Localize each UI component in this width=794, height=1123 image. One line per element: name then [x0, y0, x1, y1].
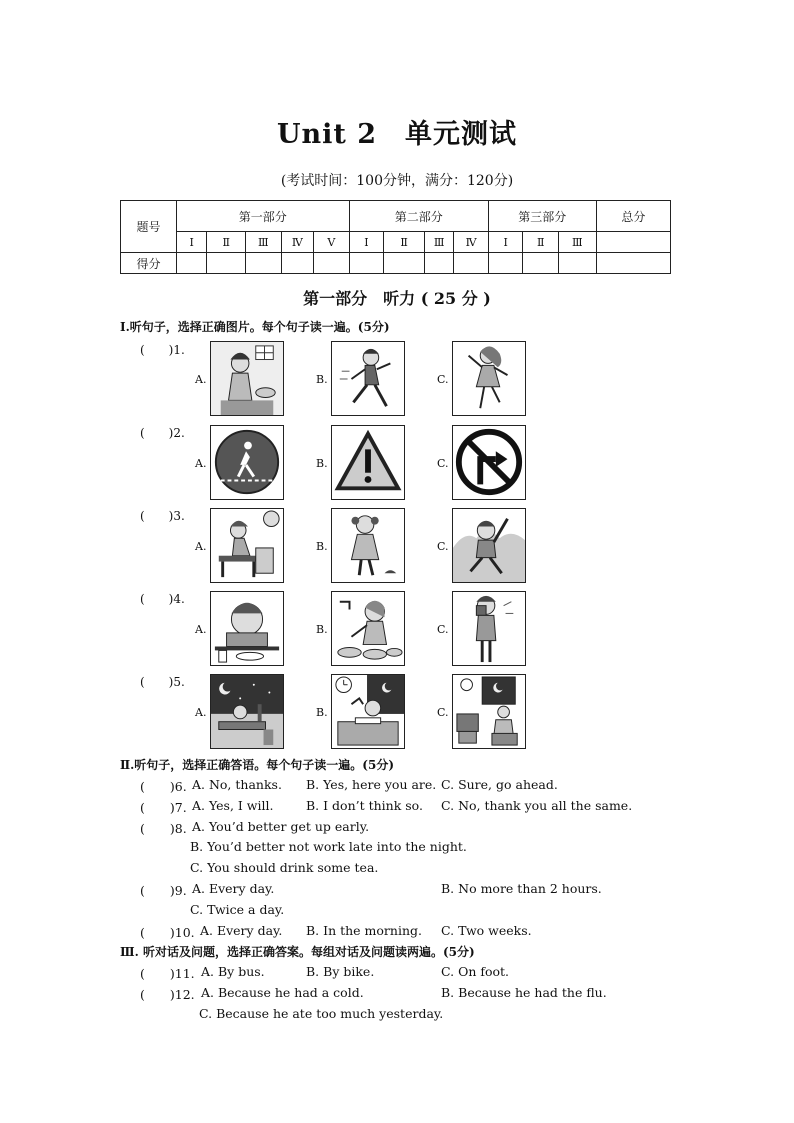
girl-brushing-teeth-picture[interactable] — [210, 341, 284, 416]
part1-header: 第一部分 — [176, 201, 349, 232]
p1-col-2: Ⅱ — [207, 232, 246, 253]
exam-info: (考试时间：100分钟，满分：120分) — [280, 173, 514, 189]
no-right-turn-sign-icon — [453, 426, 525, 499]
boy-eating-icon — [211, 592, 283, 665]
man-working-late-icon — [332, 675, 404, 748]
question-number: ( )12. — [140, 987, 195, 1002]
girl-dancing-picture[interactable] — [452, 341, 526, 416]
score-cell[interactable] — [596, 253, 670, 274]
score-cell[interactable] — [349, 253, 384, 274]
option-a[interactable]: A. Yes, I will. — [192, 798, 274, 813]
question-number-label: 题号 — [121, 201, 177, 253]
score-cell[interactable] — [246, 253, 282, 274]
option-b-label: B. — [316, 457, 328, 470]
p2-col-3: Ⅲ — [424, 232, 453, 253]
option-b[interactable]: B. No more than 2 hours. — [441, 881, 602, 896]
boy-eating-picture[interactable] — [210, 591, 284, 666]
option-b-label: B. — [316, 540, 328, 553]
question-number: ( )4. — [140, 592, 185, 606]
score-cell[interactable] — [384, 253, 425, 274]
p2-col-1: Ⅰ — [349, 232, 384, 253]
option-c[interactable]: C. Two weeks. — [441, 923, 532, 938]
total-blank — [596, 232, 670, 253]
question-number: ( )11. — [140, 966, 195, 981]
man-working-late-picture[interactable] — [331, 674, 405, 749]
option-a-label: A. — [195, 706, 207, 719]
pedestrian-sign-picture[interactable] — [210, 425, 284, 500]
option-b-label: B. — [316, 623, 328, 636]
option-c[interactable]: C. Because he ate too much yesterday. — [199, 1006, 444, 1021]
man-watching-tv-icon — [453, 675, 525, 748]
option-b[interactable]: B. By bike. — [306, 964, 375, 979]
section1-heading: Ⅰ.听句子，选择正确图片。每个句子读一遍。(5分) — [120, 320, 390, 334]
option-b[interactable]: B. You’d better not work late into the night. — [190, 839, 467, 854]
option-c[interactable]: C. Sure, go ahead. — [441, 777, 558, 792]
warning-sign-picture[interactable] — [331, 425, 405, 500]
question-number: ( )6. — [140, 779, 187, 794]
option-a[interactable]: A. Every day. — [192, 881, 275, 896]
night-studying-picture[interactable] — [210, 674, 284, 749]
warning-sign-icon — [332, 426, 404, 499]
p2-col-4: Ⅳ — [454, 232, 489, 253]
p2-col-2: Ⅱ — [384, 232, 425, 253]
man-watching-tv-picture[interactable] — [452, 674, 526, 749]
option-b[interactable]: B. In the morning. — [306, 923, 422, 938]
option-a-label: A. — [195, 540, 207, 553]
total-header: 总分 — [596, 201, 670, 232]
girl-standing-picture[interactable] — [331, 508, 405, 583]
option-c-label: C. — [437, 623, 449, 636]
option-c[interactable]: C. On foot. — [441, 964, 510, 979]
option-c[interactable]: C. Twice a day. — [190, 902, 285, 917]
boy-running-icon — [332, 342, 404, 415]
option-c-label: C. — [437, 457, 449, 470]
option-c[interactable]: C. No, thank you all the same. — [441, 798, 633, 813]
section3-heading: Ⅲ. 听对话及问题，选择正确答案。每组对话及问题读两遍。(5分) — [120, 945, 475, 959]
option-a[interactable]: A. No, thanks. — [192, 777, 282, 792]
option-b-label: B. — [316, 706, 328, 719]
option-b[interactable]: B. I don’t think so. — [306, 798, 423, 813]
option-c[interactable]: C. You should drink some tea. — [190, 860, 379, 875]
question-number: ( )2. — [140, 426, 185, 440]
option-a[interactable]: A. Every day. — [200, 923, 283, 938]
score-cell[interactable] — [523, 253, 559, 274]
option-c-label: C. — [437, 373, 449, 386]
score-cell[interactable] — [424, 253, 453, 274]
boy-running-picture[interactable] — [331, 341, 405, 416]
option-c-label: C. — [437, 706, 449, 719]
pedestrian-sign-icon — [211, 426, 283, 499]
girl-sunbathing-icon — [211, 509, 283, 582]
score-cell[interactable] — [207, 253, 246, 274]
page-title: Unit 2 单元测试 — [276, 119, 518, 150]
girl-standing-icon — [332, 509, 404, 582]
option-c-label: C. — [437, 540, 449, 553]
p1-col-1: Ⅰ — [176, 232, 206, 253]
woman-cooking-icon — [332, 592, 404, 665]
score-cell[interactable] — [314, 253, 350, 274]
score-cell[interactable] — [454, 253, 489, 274]
question-number: ( )1. — [140, 343, 185, 357]
question-number: ( )5. — [140, 675, 185, 689]
option-b[interactable]: B. Because he had the flu. — [441, 985, 607, 1000]
option-a[interactable]: A. By bus. — [201, 964, 265, 979]
section2-heading: Ⅱ.听句子，选择正确答语。每个句子读一遍。(5分) — [120, 758, 394, 772]
girl-drinking-picture[interactable] — [452, 591, 526, 666]
part3-header: 第三部分 — [488, 201, 596, 232]
option-a[interactable]: A. Because he had a cold. — [201, 985, 364, 1000]
option-a-label: A. — [195, 623, 207, 636]
part2-header: 第二部分 — [349, 201, 488, 232]
p3-col-1: Ⅰ — [488, 232, 523, 253]
part-one-title: 第一部分 听力 ( 25 分 ) — [303, 289, 491, 308]
p1-col-5: Ⅴ — [314, 232, 350, 253]
night-studying-icon — [211, 675, 283, 748]
boy-waving-icon — [453, 509, 525, 582]
score-table — [120, 200, 671, 274]
option-a-label: A. — [195, 373, 207, 386]
score-cell[interactable] — [559, 253, 597, 274]
girl-sunbathing-picture[interactable] — [210, 508, 284, 583]
score-cell[interactable] — [281, 253, 314, 274]
p1-col-4: Ⅳ — [281, 232, 314, 253]
p3-col-2: Ⅱ — [523, 232, 559, 253]
score-label: 得分 — [121, 253, 177, 274]
option-a-label: A. — [195, 457, 207, 470]
p1-col-3: Ⅲ — [246, 232, 282, 253]
option-b[interactable]: B. Yes, here you are. — [306, 777, 437, 792]
question-number: ( )8. — [140, 821, 187, 836]
score-cell[interactable] — [488, 253, 523, 274]
question-number: ( )3. — [140, 509, 185, 523]
boy-waving-picture[interactable] — [452, 508, 526, 583]
question-number: ( )7. — [140, 800, 187, 815]
option-b-label: B. — [316, 373, 328, 386]
girl-dancing-icon — [453, 342, 525, 415]
girl-drinking-icon — [453, 592, 525, 665]
no-right-turn-sign-picture[interactable] — [452, 425, 526, 500]
score-cell[interactable] — [176, 253, 206, 274]
question-number: ( )10. — [140, 925, 195, 940]
woman-cooking-picture[interactable] — [331, 591, 405, 666]
option-a[interactable]: A. You’d better get up early. — [192, 819, 370, 834]
p3-col-3: Ⅲ — [559, 232, 597, 253]
girl-brushing-teeth-icon — [211, 342, 283, 415]
question-number: ( )9. — [140, 883, 187, 898]
